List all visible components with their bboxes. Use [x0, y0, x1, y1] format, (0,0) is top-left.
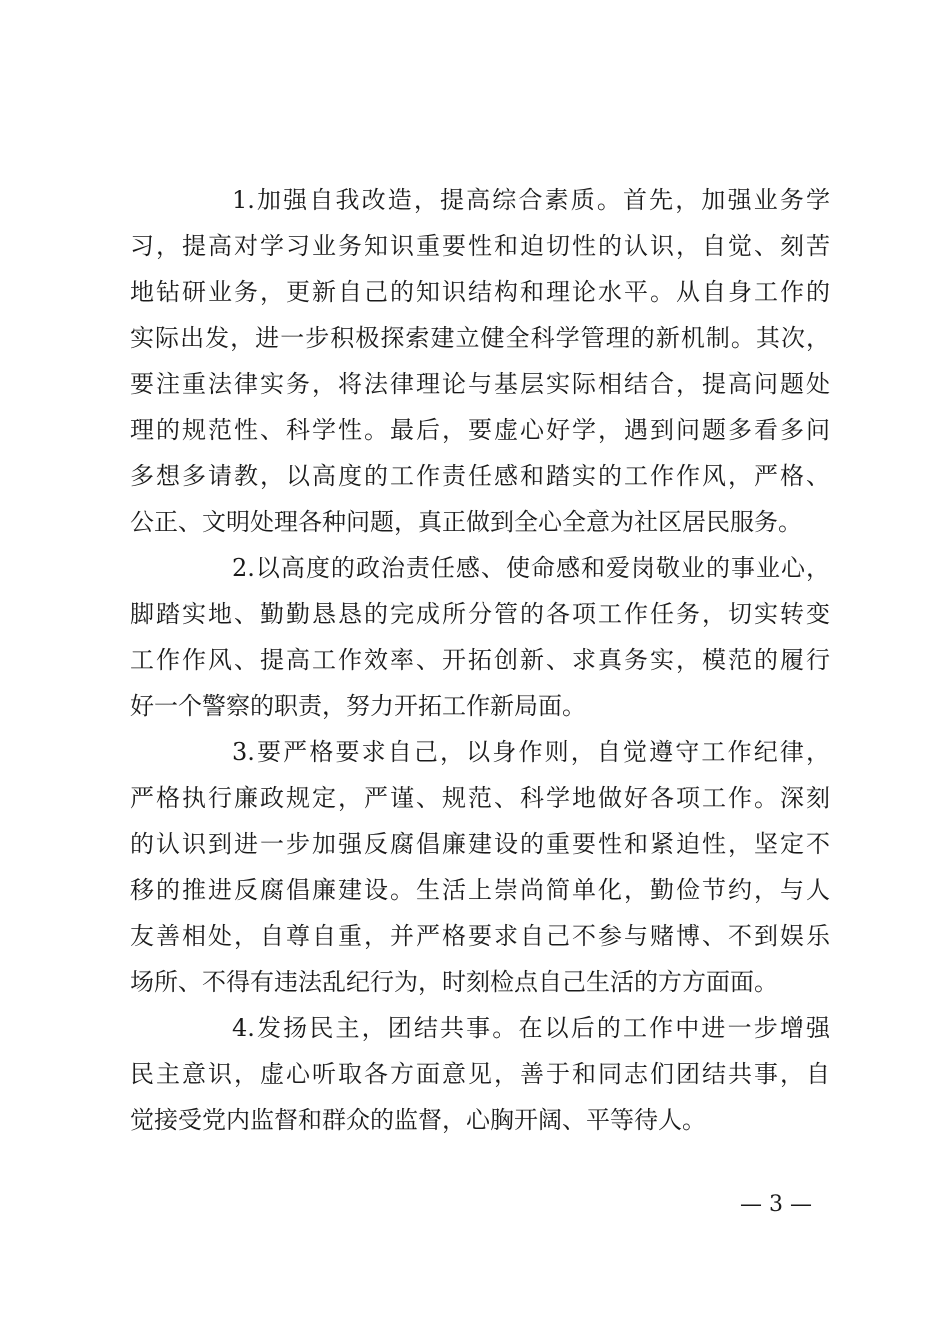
paragraph-line: 民主意识，虚心听取各方面意见，善于和同志们团结共事，自: [130, 1060, 830, 1088]
paragraph-line: 好一个警察的职责，努力开拓工作新局面。: [130, 692, 586, 720]
paragraph-line: 习，提高对学习业务知识重要性和迫切性的认识，自觉、刻苦: [130, 232, 830, 260]
page-number: — 3 —: [740, 1192, 812, 1217]
paragraph-line: 的认识到进一步加强反腐倡廉建设的重要性和紧迫性，坚定不: [130, 830, 830, 858]
paragraph-line: 4.发扬民主，团结共事。在以后的工作中进一步增强: [232, 1014, 830, 1042]
paragraph-line: 3.要严格要求自己，以身作则，自觉遵守工作纪律，: [232, 738, 830, 766]
paragraph-line: 觉接受党内监督和群众的监督，心胸开阔、平等待人。: [130, 1106, 706, 1134]
paragraph-line: 地钻研业务，更新自己的知识结构和理论水平。从自身工作的: [130, 278, 830, 306]
paragraph-line: 多想多请教，以高度的工作责任感和踏实的工作作风，严格、: [130, 462, 830, 490]
paragraph-line: 工作作风、提高工作效率、开拓创新、求真务实，模范的履行: [130, 646, 830, 674]
paragraph-line: 场所、不得有违法乱纪行为，时刻检点自己生活的方方面面。: [130, 968, 778, 996]
paragraph-line: 严格执行廉政规定，严谨、规范、科学地做好各项工作。深刻: [130, 784, 830, 812]
paragraph-line: 2.以高度的政治责任感、使命感和爱岗敬业的事业心，: [232, 554, 830, 582]
paragraph-line: 友善相处，自尊自重，并严格要求自己不参与赌博、不到娱乐: [130, 922, 830, 950]
paragraph-line: 理的规范性、科学性。最后，要虚心好学，遇到问题多看多问: [130, 416, 830, 444]
paragraph-line: 实际出发，进一步积极探索建立健全科学管理的新机制。其次，: [130, 324, 830, 352]
paragraph-line: 脚踏实地、勤勤恳恳的完成所分管的各项工作任务，切实转变: [130, 600, 830, 628]
paragraph-line: 移的推进反腐倡廉建设。生活上崇尚简单化，勤俭节约，与人: [130, 876, 830, 904]
paragraph-line: 1.加强自我改造，提高综合素质。首先，加强业务学: [232, 186, 830, 214]
paragraph-line: 要注重法律实务，将法律理论与基层实际相结合，提高问题处: [130, 370, 830, 398]
paragraph-line: 公正、文明处理各种问题，真正做到全心全意为社区居民服务。: [130, 508, 802, 536]
